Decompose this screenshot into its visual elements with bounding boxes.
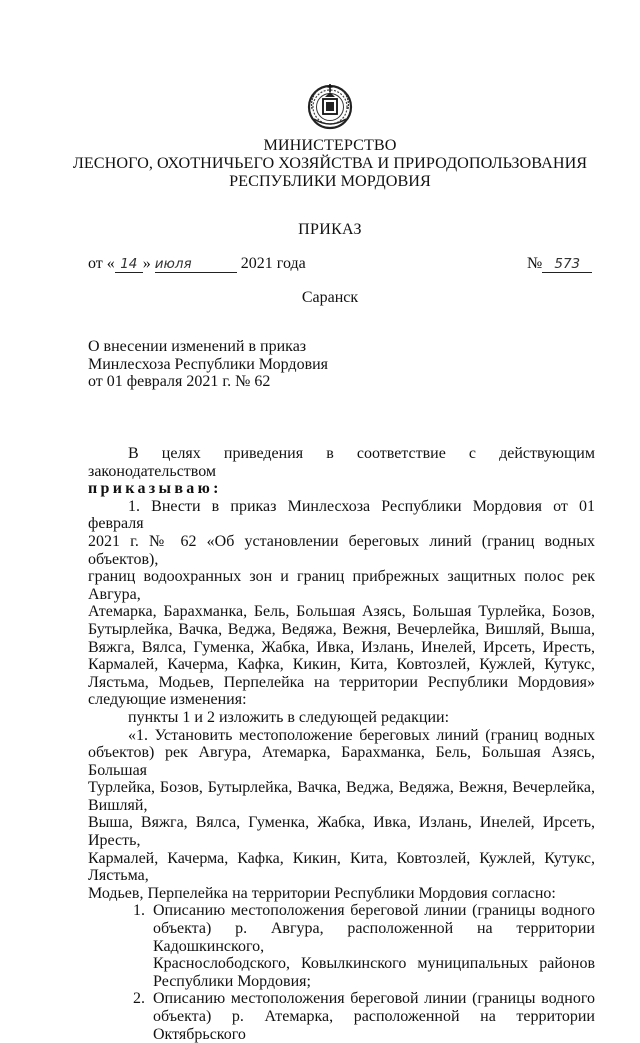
list-item-line: Краснослободского, Ковылкинского муниципальных районов (153, 955, 595, 973)
subject-line: О внесении изменений в приказ (88, 338, 307, 355)
item1-line: Бутырлейка, Вачка, Веджа, Ведяжа, Вежня, Вечерлейка, Вишляй, Выша, (88, 620, 595, 638)
item1-line: 1. Внести в приказ Минлесхоза Республики Мордовия от 01 февраля (88, 497, 595, 533)
quoted-line: «1. Установить местоположение береговых линий (границ водных (128, 726, 595, 744)
quoted-line: Выша, Вяжга, Вялса, Гуменка, Жабка, Ивка, Излань, Инелей, Ирсеть, Иресть, (88, 814, 595, 850)
date-day-handwritten: 14 (115, 257, 143, 273)
date-prefix: от « (88, 255, 115, 272)
ministry-line: РЕСПУБЛИКИ МОРДОВИЯ (229, 172, 431, 190)
list-item-line: Описанию местоположения береговой линии (границы водного (153, 990, 595, 1008)
list-item-line: объекта) р. Атемарка, расположенной на территории Октябрьского (153, 1008, 595, 1043)
order-number (527, 255, 592, 273)
list-item-number: 1. (133, 902, 145, 920)
date-mid: » (142, 255, 155, 272)
coat-of-arms-icon (305, 79, 355, 131)
date-suffix: 2021 года (236, 255, 306, 272)
quoted-line: Турлейка, Бозов, Бутырлейка, Вачка, Веджа, Ведяжа, Вежня, Вечерлейка, Вишляй, (88, 779, 595, 814)
list-item (88, 902, 595, 990)
ministry-line: ЛЕСНОГО, ОХОТНИЧЬЕГО ХОЗЯЙСТВА И ПРИРОДОПОЛЬЗОВАНИЯ (72, 154, 588, 172)
ministry-name (0, 136, 640, 190)
subject-line: от 01 февраля 2021 г. № 62 (88, 373, 271, 390)
points-intro: пункты 1 и 2 изложить в следующей редакции: (128, 708, 450, 726)
item1-line: 2021 г. № 62 «Об установлении береговых линий (границ водных объектов), (88, 532, 595, 568)
item1-line: Кармалей, Качерма, Кафка, Кикин, Кита, Ковтозлей, Кужлей, Кутукс, (88, 656, 595, 674)
list-item (88, 990, 595, 1043)
quoted-line: объектов) рек Авгура, Атемарка, Барахманка, Бель, Большая Азясь, Большая (88, 744, 595, 779)
preamble: В целях приведения в соответствие с действующим законодательством (88, 445, 595, 480)
number-prefix: № (527, 255, 543, 272)
number-handwritten: 573 (542, 257, 592, 273)
list-item-line: Описанию местоположения береговой линии (границы водного (153, 902, 595, 920)
list-item-line: объекта) р. Авгура, расположенной на территории Кадошкинского, (153, 920, 595, 955)
item1-line: Атемарка, Барахманка, Бель, Большая Азясь, Большая Турлейка, Бозов, (88, 603, 595, 621)
ministry-line: МИНИСТЕРСТВО (263, 136, 397, 154)
quoted-line: Модьев, Перпелейка на территории Республики Мордовия согласно: (88, 884, 556, 902)
list-item-number: 2. (133, 990, 145, 1008)
item1-line: следующие изменения: (88, 691, 247, 709)
order-word: приказываю: (88, 480, 222, 498)
order-body (88, 445, 595, 1043)
quoted-line: Кармалей, Качерма, Кафка, Кикин, Кита, Ковтозлей, Кужлей, Кутукс, Лястьма, (88, 849, 595, 885)
city: Саранск (301, 289, 359, 306)
numbered-list (88, 902, 595, 1043)
item1-line: Лястьма, Модьев, Перпелейка на территории Республики Мордовия» (88, 673, 595, 691)
document-type: ПРИКАЗ (298, 221, 362, 238)
subject-line: Минлесхоза Республики Мордовия (88, 355, 329, 373)
list-item-line: Республики Мордовия; (153, 972, 311, 990)
order-subject (88, 338, 328, 391)
item1-line: границ водоохранных зон и границ прибрежных защитных полос рек Авгура, (88, 568, 595, 603)
date-month-handwritten: июля (155, 257, 237, 273)
item1-line: Вяжга, Вялса, Гуменка, Жабка, Ивка, Излань, Инелей, Ирсеть, Иресть, (88, 638, 595, 656)
order-date (88, 255, 306, 273)
